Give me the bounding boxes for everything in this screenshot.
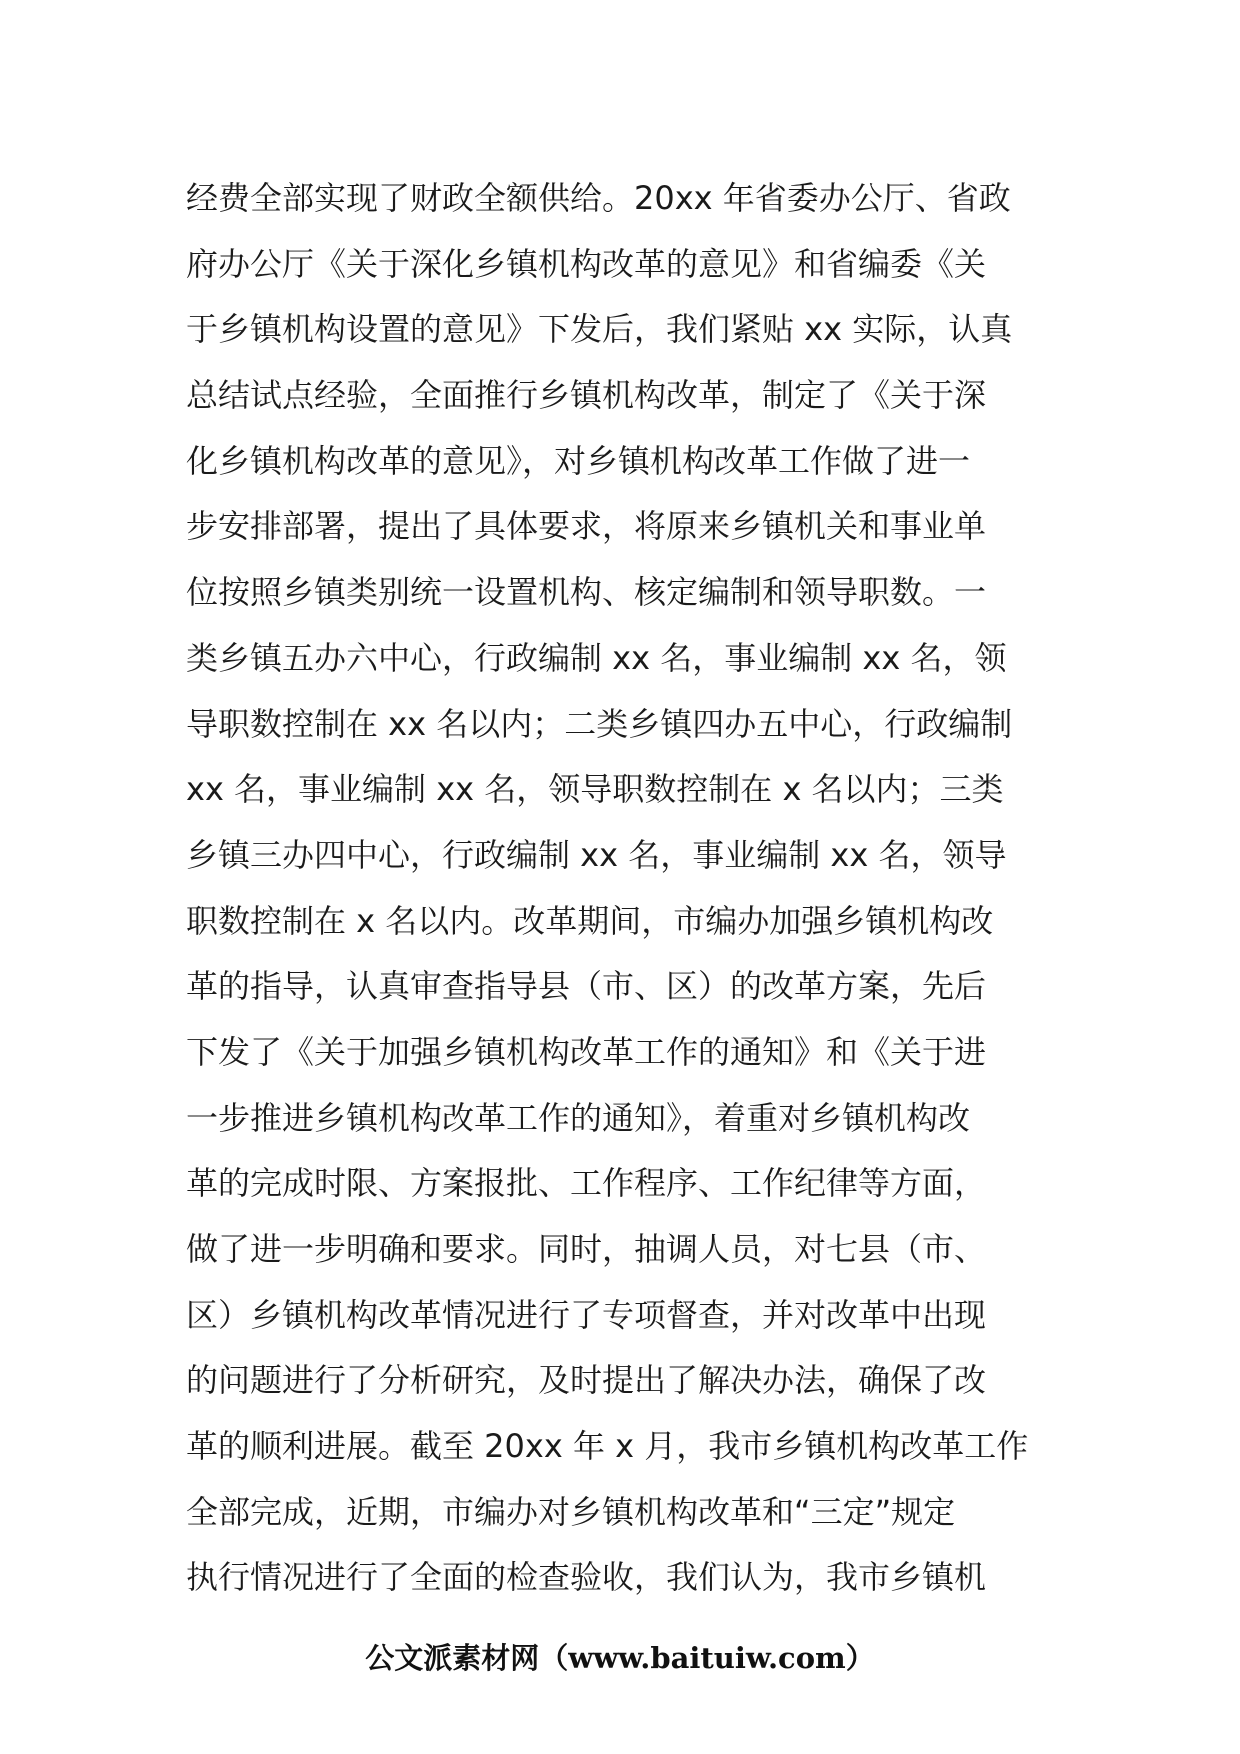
text-line-5: 化乡镇机构改革的意见》，对乡镇机构改革工作做了进一 [186,441,971,480]
text-line-20: 革的顺利进展。截至 20xx 年 x 月，我市乡镇机构改革工作 [186,1427,1029,1466]
text-line-17: 做了进一步明确和要求。同时，抽调人员，对七县（市、 [186,1230,987,1268]
text-line-10: xx 名，事业编制 xx 名，领导职数控制在 x 名以内；三类 [186,770,1004,809]
text-line-1: 经费全部实现了财政全额供给。20xx 年省委办公厅、省政 [186,179,1011,217]
text-line-7: 位按照乡镇类别统一设置机构、核定编制和领导职数。一 [186,573,987,612]
text-line-8: 类乡镇五办六中心，行政编制 xx 名，事业编制 xx 名，领 [186,638,1007,677]
text-line-4: 总结试点经验，全面推行乡镇机构改革，制定了《关于深 [186,376,987,415]
text-line-6: 步安排部署，提出了具体要求，将原来乡镇机关和事业单 [186,507,987,546]
text-line-2: 府办公厅《关于深化乡镇机构改革的意见》和省编委《关 [186,244,987,283]
text-line-9: 导职数控制在 xx 名以内；二类乡镇四办五中心，行政编制 [186,704,1013,743]
body-text [186,166,1066,1611]
text-line-18: 区）乡镇机构改革情况进行了专项督查，并对改革中出现 [186,1295,987,1334]
text-line-3: 于乡镇机构设置的意见》下发后，我们紧贴 xx 实际，认真 [186,310,1013,349]
text-line-11: 乡镇三办四中心，行政编制 xx 名，事业编制 xx 名，领导 [186,835,1007,874]
text-line-14: 下发了《关于加强乡镇机构改革工作的通知》和《关于进 [186,1032,987,1071]
text-line-15: 一步推进乡镇机构改革工作的通知》，着重对乡镇机构改 [186,1098,971,1137]
text-line-22: 执行情况进行了全面的检查验收，我们认为，我市乡镇机 [186,1558,987,1597]
footer-watermark: 公文派素材网（www.baituiw.com） [365,1641,875,1675]
text-line-21: 全部完成，近期，市编办对乡镇机构改革和“三定”规定 [186,1492,956,1531]
text-line-19: 的问题进行了分析研究，及时提出了解决办法，确保了改 [186,1361,987,1400]
text-line-13: 革的指导，认真审查指导县（市、区）的改革方案，先后 [186,967,987,1006]
text-line-16: 革的完成时限、方案报批、工作程序、工作纪律等方面， [186,1164,987,1203]
text-line-12: 职数控制在 x 名以内。改革期间，市编办加强乡镇机构改 [186,901,994,940]
